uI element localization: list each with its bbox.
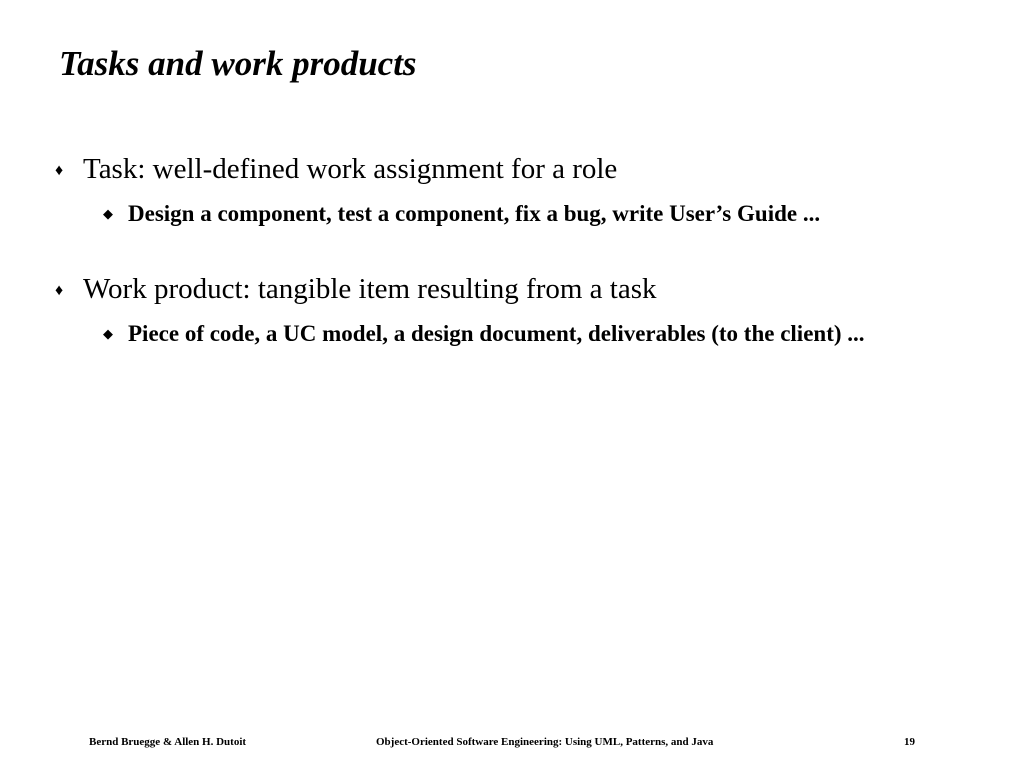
sub-bullet-work-product-examples bbox=[103, 317, 973, 381]
bullet-text: Task: well-defined work assignment for a role bbox=[83, 153, 618, 185]
diamond-bullet-icon: ♦ bbox=[55, 162, 64, 179]
footer-authors: Bernd Bruegge & Allen H. Dutoit bbox=[89, 736, 247, 748]
footer-book-title: Object-Oriented Software Engineering: Using UML, Patterns, and Java bbox=[376, 736, 714, 748]
footer-page-number: 19 bbox=[904, 736, 915, 748]
sub-bullet-text: Design a component, test a component, fix a bug, write User’s Guide ... bbox=[128, 201, 821, 226]
diamond-bullet-icon: ♦ bbox=[55, 282, 64, 299]
bullet-task bbox=[55, 150, 955, 190]
bullet-text: Work product: tangible item resulting from a task bbox=[83, 273, 657, 305]
diamond-sub-bullet-icon: ◆ bbox=[103, 326, 113, 341]
bullet-work-product bbox=[55, 270, 955, 310]
slide-title: Tasks and work products bbox=[59, 44, 417, 83]
diamond-sub-bullet-icon: ◆ bbox=[103, 206, 113, 221]
sub-bullet-text: Piece of code, a UC model, a design document, deliverables (to the client) ... bbox=[128, 321, 865, 346]
sub-bullet-task-examples bbox=[103, 197, 973, 261]
